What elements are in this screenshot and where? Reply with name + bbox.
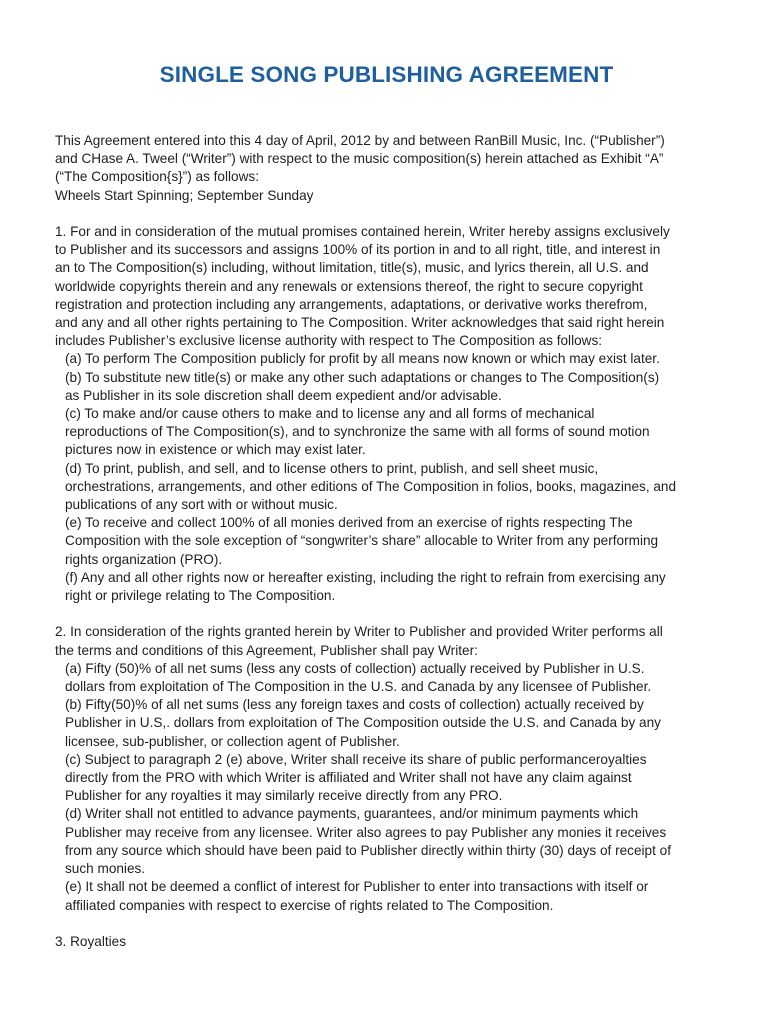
text-line: affiliated companies with respect to exercise of rights related to The Composition. <box>65 897 554 913</box>
text-line: (e) To receive and collect 100% of all monies derived from an exercise of rights respecting The <box>65 515 633 531</box>
text-line: Publisher for any royalties it may similarly receive directly from any PRO. <box>65 788 503 804</box>
section-2-clause-e <box>55 878 718 914</box>
text-line: 1. For and in consideration of the mutual promises contained herein, Writer hereby assigns exclusively <box>55 224 670 239</box>
section-1-clause-a <box>55 350 718 368</box>
section-1-clause-e <box>55 514 718 569</box>
document-title: SINGLE SONG PUBLISHING AGREEMENT <box>159 62 614 87</box>
text-line: Composition with the sole exception of “songwriter’s share” allocable to Writer from any performing <box>65 533 659 549</box>
text-line: and any and all other rights pertaining to The Composition. Writer acknowledges that said right herein <box>55 315 665 331</box>
section-1-clause-d <box>55 460 718 515</box>
text-line: and CHase A. Tweel (“Writer”) with respect to the music composition(s) herein attached as Exhibit “A” <box>55 151 664 167</box>
text-line: registration and protection including any arrangements, adaptations, or derivative works therefrom, <box>55 296 648 312</box>
text-line: orchestrations, arrangements, and other editions of The Composition in folios, books, magazines, and <box>65 478 677 494</box>
song-titles: Wheels Start Spinning; September Sunday <box>55 187 314 203</box>
text-line: Publisher in U.S,. dollars from exploitation of The Composition outside the U.S. and Canada by any <box>65 715 661 731</box>
section-3-heading: 3. Royalties <box>55 933 127 949</box>
text-line: (d) To print, publish, and sell, and to license others to print, publish, and sell sheet music, <box>65 460 599 476</box>
section-1-clause-c <box>55 405 718 460</box>
text-line: (b) To substitute new title(s) or make any other such adaptations or changes to The Composition(s) <box>65 369 660 385</box>
text-line: an to The Composition(s) including, without limitation, title(s), music, and lyrics therein, all U.S. and <box>55 260 649 276</box>
text-line: from any source which should have been paid to Publisher directly within thirty (30) days of receipt of <box>65 842 671 858</box>
section-2-clause-d <box>55 805 718 878</box>
text-line: as Publisher in its sole discretion shall deem expedient and/or advisable. <box>65 387 502 403</box>
agreement-body <box>55 132 718 951</box>
text-line: (c) To make and/or cause others to make and to license any and all forms of mechanical <box>65 406 595 422</box>
text-line: 2. In consideration of the rights granted herein by Writer to Publisher and provided Writer performs all <box>55 624 663 640</box>
text-line: (“The Composition{s}”) as follows: <box>55 169 259 185</box>
text-line: rights organization (PRO). <box>65 551 223 567</box>
text-line: (e) It shall not be deemed a conflict of interest for Publisher to enter into transactions with itself or <box>65 879 649 895</box>
section-2-paragraph <box>55 623 718 659</box>
text-line: (c) Subject to paragraph 2 (e) above, Writer shall receive its share of public performanceroyalties <box>65 751 647 767</box>
section-1-paragraph <box>55 223 718 350</box>
text-line: (a) To perform The Composition publicly for profit by all means now known or which may exist later. <box>65 351 660 367</box>
section-1-clause-f <box>55 569 718 605</box>
text-line: (f) Any and all other rights now or hereafter existing, including the right to refrain from exercising any <box>65 569 666 585</box>
text-line: reproductions of The Composition(s), and to synchronize the same with all forms of sound motion <box>65 424 650 440</box>
text-line: (b) Fifty(50)% of all net sums (less any foreign taxes and costs of collection) actually received by <box>65 697 644 713</box>
section-2-clause-a <box>55 660 718 696</box>
text-line: publications of any sort with or without music. <box>65 497 338 513</box>
text-line: licensee, sub-publisher, or collection agent of Publisher. <box>65 733 400 749</box>
section-1-clause-b <box>55 369 718 405</box>
text-line: to Publisher and its successors and assigns 100% of its portion in and to all right, title, and interest in <box>55 242 661 258</box>
section-2-clause-b <box>55 696 718 751</box>
text-line: worldwide copyrights therein and any renewals or extensions thereof, the right to secure copyright <box>55 278 643 294</box>
text-line: (a) Fifty (50)% of all net sums (less any costs of collection) actually received by Publisher in U.S. <box>65 660 645 676</box>
text-line: dollars from exploitation of The Composition in the U.S. and Canada by any licensee of Publisher. <box>65 679 652 695</box>
text-line: right or privilege relating to The Composition. <box>65 588 336 604</box>
text-line: Publisher may receive from any licensee. Writer also agrees to pay Publisher any monies it receives <box>65 824 667 840</box>
text-line: This Agreement entered into this 4 day of April, 2012 by and between RanBill Music, Inc. (“Publisher”) <box>55 133 665 148</box>
text-line: such monies. <box>65 861 146 877</box>
text-line: includes Publisher’s exclusive license authority with respect to The Composition as follows: <box>55 333 603 349</box>
text-line: pictures now in existence or which may exist later. <box>65 442 366 458</box>
text-line: directly from the PRO with which Writer is affiliated and Writer shall not have any claim against <box>65 770 632 786</box>
section-2-clause-c <box>55 751 718 806</box>
text-line: the terms and conditions of this Agreement, Publisher shall pay Writer: <box>55 642 478 658</box>
text-line: (d) Writer shall not entitled to advance payments, guarantees, and/or minimum payments which <box>65 806 639 822</box>
intro-paragraph <box>55 132 718 187</box>
